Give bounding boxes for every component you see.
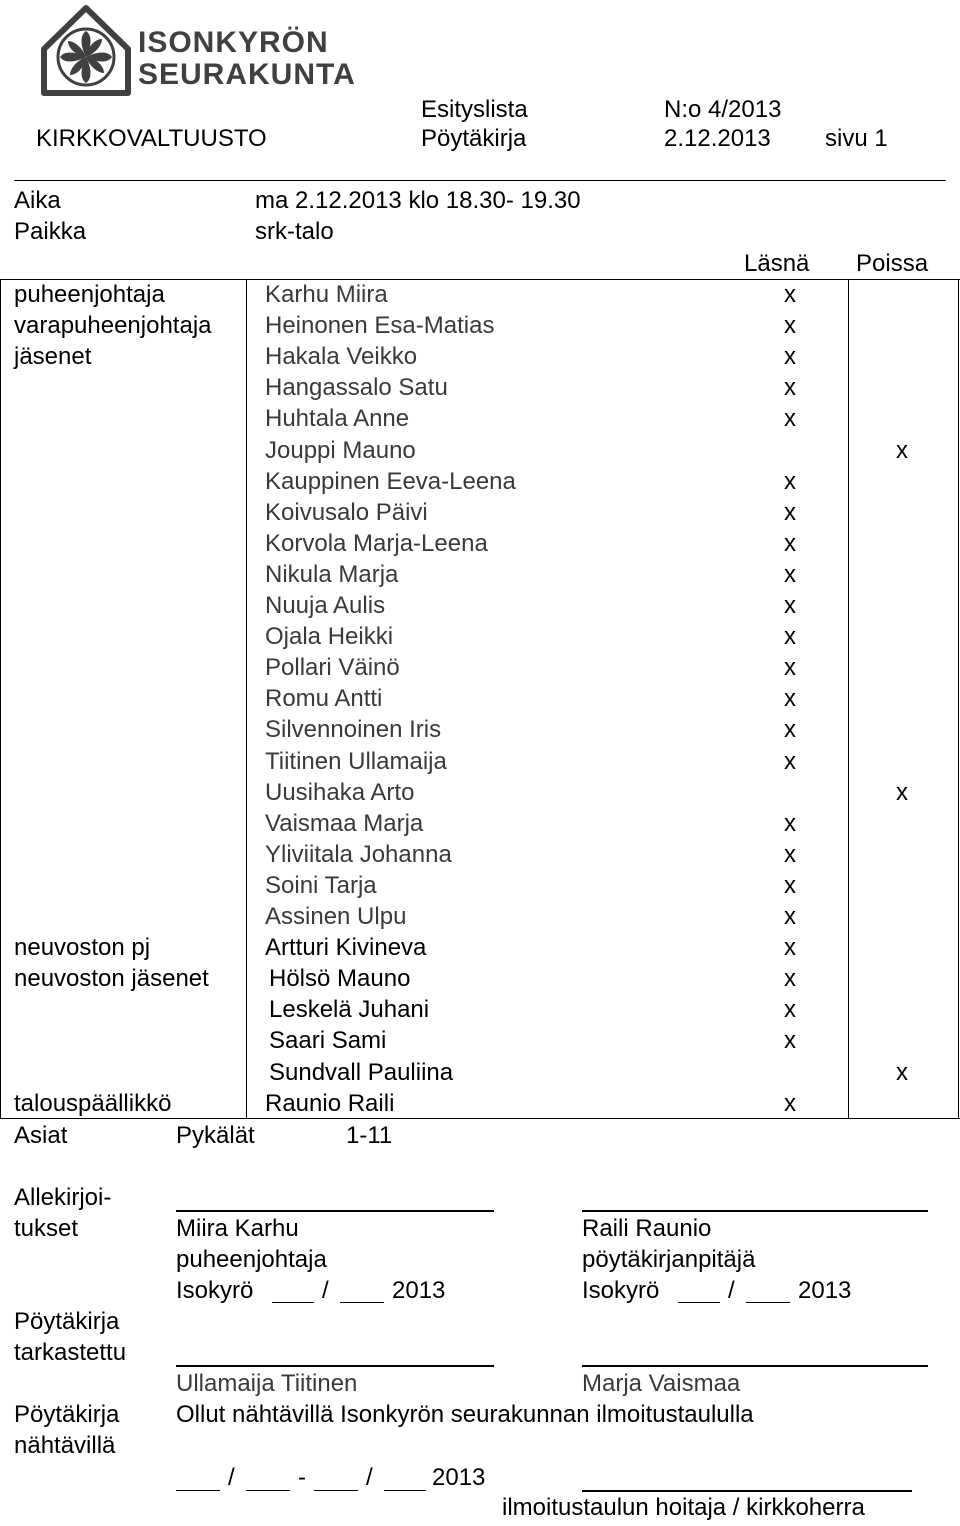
chair-date-separator: /: [322, 1277, 329, 1304]
display-label-2: nähtävillä: [14, 1432, 116, 1459]
secretary-role: pöytäkirjanpitäjä: [582, 1246, 756, 1273]
attendee-name: Nuuja Aulis: [265, 592, 386, 619]
present-mark: x: [784, 561, 796, 588]
attendee-name: Nikula Marja: [265, 561, 399, 588]
reviewer-1-signature-line: [176, 1365, 494, 1367]
attendee-role: talouspäällikkö: [14, 1090, 172, 1117]
attendee-name: Vaismaa Marja: [265, 810, 424, 837]
parish-logo-icon: [40, 5, 132, 97]
place-value: srk-talo: [255, 218, 334, 245]
attendee-name: Leskelä Juhani: [269, 996, 430, 1023]
attendee-role: neuvoston pj: [14, 934, 151, 961]
table-bottom-border: [0, 1118, 960, 1119]
attendee-name: Hölsö Mauno: [269, 965, 411, 992]
present-mark: x: [784, 1027, 796, 1054]
absent-header: Poissa: [856, 250, 929, 277]
attendee-name: Uusihaka Arto: [265, 779, 415, 806]
display-label-1: Pöytäkirja: [14, 1401, 120, 1428]
present-mark: x: [784, 374, 796, 401]
chair-year: 2013: [392, 1277, 446, 1304]
attendee-role: neuvoston jäsenet: [14, 965, 209, 992]
present-mark: x: [784, 592, 796, 619]
signatures-label-1: Allekirjoi-: [14, 1184, 112, 1211]
chair-role: puheenjohtaja: [176, 1246, 327, 1273]
sections-label: Pykälät: [176, 1122, 255, 1149]
present-mark: x: [784, 468, 796, 495]
review-label-2: tarkastettu: [14, 1339, 127, 1366]
attendee-role: jäsenet: [14, 343, 92, 370]
attendee-name: Silvennoinen Iris: [265, 716, 442, 743]
present-mark: x: [784, 405, 796, 432]
absent-mark: x: [896, 437, 908, 464]
absent-mark: x: [896, 1059, 908, 1086]
secretary-name: Raili Raunio: [582, 1215, 712, 1242]
attendee-name: Korvola Marja-Leena: [265, 530, 488, 557]
display-signature-line: [582, 1490, 912, 1492]
signatures-label-2: tukset: [14, 1215, 79, 1242]
attendee-name: Soini Tarja: [265, 872, 377, 899]
present-mark: x: [784, 281, 796, 308]
table-top-border: [0, 279, 960, 280]
doc-number: N:o 4/2013: [664, 96, 782, 123]
present-mark: x: [784, 499, 796, 526]
attendee-name: Hakala Veikko: [265, 343, 418, 370]
attendee-name: Ojala Heikki: [265, 623, 394, 650]
secretary-place: Isokyrö: [582, 1277, 660, 1304]
chair-signature-line: [176, 1210, 494, 1212]
chair-place: Isokyrö: [176, 1277, 254, 1304]
logo-line-2: SEURAKUNTA: [138, 58, 356, 91]
attendee-role: varapuheenjohtaja: [14, 312, 212, 339]
secretary-date-separator: /: [728, 1277, 735, 1304]
time-label: Aika: [14, 187, 61, 214]
attendee-name: Yliviitala Johanna: [265, 841, 452, 868]
present-mark: x: [784, 810, 796, 837]
display-day-blank: [176, 1490, 220, 1491]
display-dash: -: [298, 1464, 306, 1491]
present-mark: x: [784, 530, 796, 557]
present-mark: x: [784, 312, 796, 339]
attendee-name: Hangassalo Satu: [265, 374, 448, 401]
attendee-name: Jouppi Mauno: [265, 437, 416, 464]
attendee-name: Saari Sami: [269, 1027, 387, 1054]
present-mark: x: [784, 1090, 796, 1117]
attendee-name: Artturi Kivineva: [265, 934, 427, 961]
present-mark: x: [784, 965, 796, 992]
place-label: Paikka: [14, 218, 87, 245]
attendee-name: Sundvall Pauliina: [269, 1059, 454, 1086]
present-mark: x: [784, 343, 796, 370]
display-month-2-blank: [384, 1490, 426, 1491]
present-header: Läsnä: [744, 250, 810, 277]
attendee-name: Assinen Ulpu: [265, 903, 407, 930]
display-month-blank: [246, 1490, 290, 1491]
attendee-name: Raunio Raili: [265, 1090, 395, 1117]
organ-name: KIRKKOVALTUUSTO: [36, 125, 267, 152]
present-mark: x: [784, 996, 796, 1023]
chair-name: Miira Karhu: [176, 1215, 299, 1242]
display-slash-2: /: [366, 1464, 373, 1491]
present-mark: x: [784, 872, 796, 899]
secretary-day-blank: [678, 1302, 720, 1303]
attendee-name: Heinonen Esa-Matias: [265, 312, 495, 339]
matters-label: Asiat: [14, 1122, 68, 1149]
reviewer-2-name: Marja Vaismaa: [582, 1370, 741, 1397]
attendee-name: Koivusalo Päivi: [265, 499, 428, 526]
page-number: sivu 1: [825, 125, 888, 152]
attendee-name: Kauppinen Eeva-Leena: [265, 468, 516, 495]
secretary-month-blank: [746, 1302, 790, 1303]
display-signer: ilmoitustaulun hoitaja / kirkkoherra: [502, 1494, 865, 1521]
table-column-divider-role: [246, 279, 247, 1119]
review-label-1: Pöytäkirja: [14, 1308, 120, 1335]
absent-mark: x: [896, 779, 908, 806]
chair-day-blank: [272, 1302, 314, 1303]
display-day-2-blank: [314, 1490, 358, 1491]
chair-month-blank: [340, 1302, 384, 1303]
secretary-signature-line: [582, 1210, 928, 1212]
sections-value: 1-11: [346, 1122, 393, 1149]
table-right-border: [958, 279, 959, 1119]
attendee-name: Tiitinen Ullamaija: [265, 748, 447, 775]
attendee-name: Pollari Väinö: [265, 654, 400, 681]
header-divider: [14, 180, 946, 181]
present-mark: x: [784, 716, 796, 743]
doc-type-minutes: Pöytäkirja: [421, 125, 527, 152]
present-mark: x: [784, 748, 796, 775]
meeting-date: 2.12.2013: [664, 125, 771, 152]
reviewer-1-name: Ullamaija Tiitinen: [176, 1370, 358, 1397]
time-value: ma 2.12.2013 klo 18.30- 19.30: [255, 187, 581, 214]
table-left-border: [0, 279, 1, 1119]
present-mark: x: [784, 623, 796, 650]
secretary-year: 2013: [798, 1277, 852, 1304]
doc-type-agenda: Esityslista: [421, 96, 528, 123]
attendee-name: Romu Antti: [265, 685, 383, 712]
present-mark: x: [784, 654, 796, 681]
present-mark: x: [784, 934, 796, 961]
display-year: 2013: [432, 1464, 486, 1491]
attendee-name: Huhtala Anne: [265, 405, 410, 432]
attendee-role: puheenjohtaja: [14, 281, 165, 308]
present-mark: x: [784, 841, 796, 868]
present-mark: x: [784, 685, 796, 712]
reviewer-2-signature-line: [582, 1365, 928, 1367]
table-column-divider-present: [848, 279, 849, 1119]
attendee-name: Karhu Miira: [265, 281, 388, 308]
logo-line-1: ISONKYRÖN: [138, 26, 329, 59]
display-slash-1: /: [228, 1464, 235, 1491]
display-text: Ollut nähtävillä Isonkyrön seurakunnan ilmoitustaululla: [176, 1401, 754, 1428]
present-mark: x: [784, 903, 796, 930]
